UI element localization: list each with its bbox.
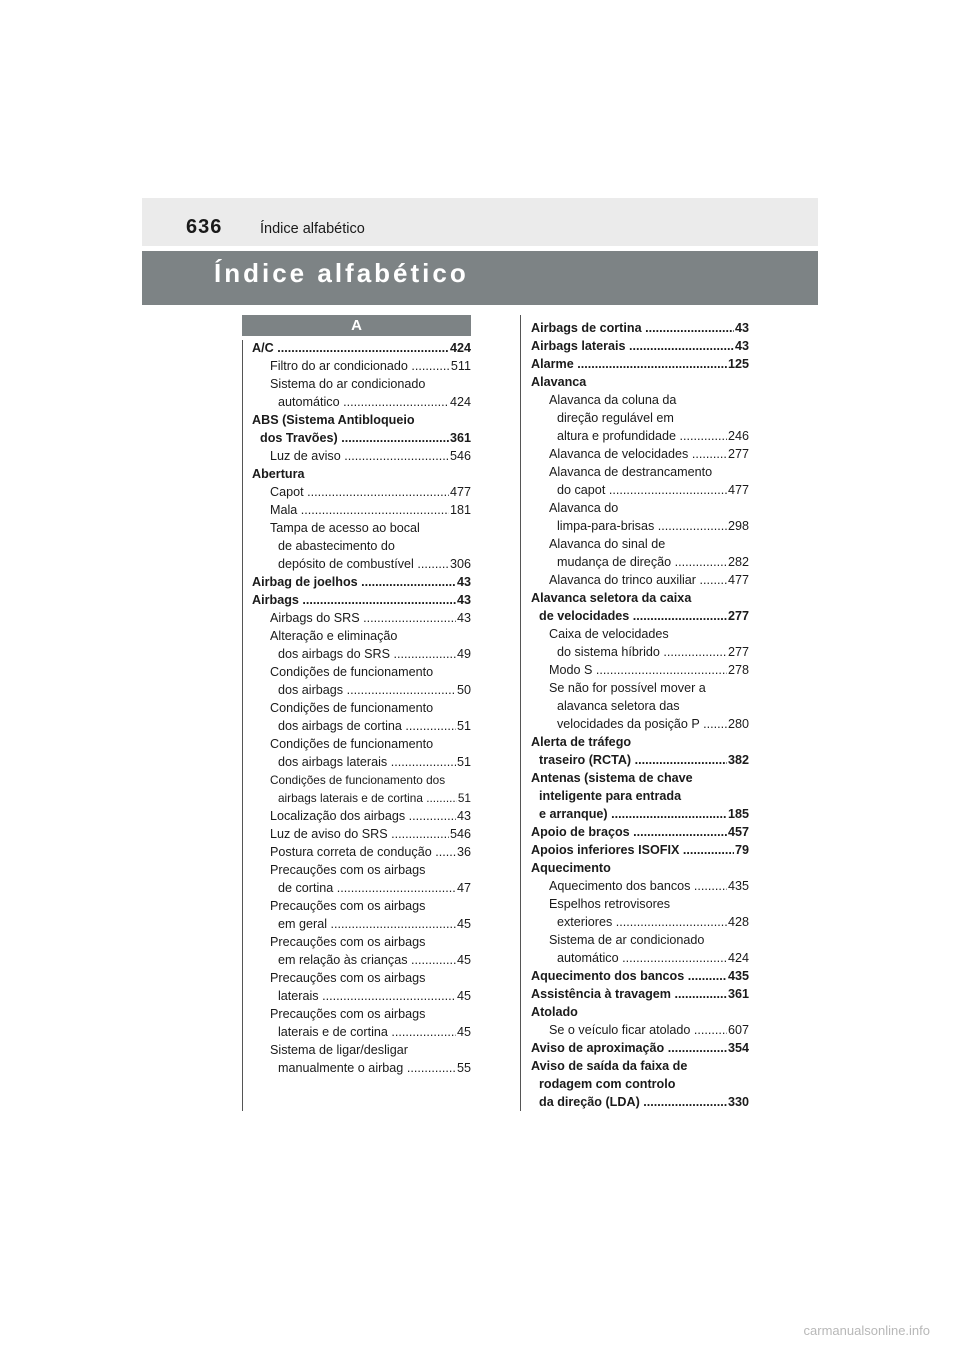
index-entry-continued [252,411,471,429]
index-entry-continued [531,895,749,913]
entry-page-number: 424 [449,395,471,409]
entry-text: rodagem com controlo [539,1075,749,1093]
index-entry [531,445,749,463]
entry-text: do sistema híbrido ..... [557,643,749,661]
entry-text: ABS (Sistema Antibloqueio [252,411,471,429]
entry-page-number: 277 [727,645,749,659]
index-entry-continued [531,499,749,517]
entry-page-number: 246 [727,429,749,443]
entry-text: Apoios inferiores ISOFIX ..... [531,841,749,859]
entry-text: Alteração e eliminação [270,627,471,645]
entry-text: Mala ..... [270,501,471,519]
entry-page-number: 435 [727,879,749,893]
index-entry [252,789,471,807]
index-entry-continued [252,663,471,681]
entry-text: Alavanca do sinal de [549,535,749,553]
entry-page-number: 546 [449,827,471,841]
entry-text: Condições de funcionamento [270,735,471,753]
entry-text: Filtro do ar condicionado ..... [270,357,471,375]
entry-text: airbags laterais e de cortina ..... [278,789,471,807]
index-entry [531,571,749,589]
entry-page-number: 511 [450,359,471,373]
index-entry [252,843,471,861]
entry-text: de abastecimento do [278,537,471,555]
entry-text: Sistema de ar condicionado [549,931,749,949]
entry-text: depósito de combustível ..... [278,555,471,573]
entry-text: em geral ..... [278,915,471,933]
index-entry [252,915,471,933]
entry-page-number: 277 [727,447,749,461]
index-entry-continued [252,1041,471,1059]
entry-page-number: 43 [456,809,471,823]
footer-watermark: carmanualsonline.info [803,1323,930,1338]
entry-text: Assistência à travagem ..... [531,985,749,1003]
index-entry-continued [252,375,471,393]
entry-page-number: 36 [456,845,471,859]
index-entry-continued [531,1075,749,1093]
entry-text: exteriores ..... [557,913,749,931]
entry-text: Alerta de tráfego [531,733,749,751]
entry-page-number: 330 [727,1095,749,1109]
entry-text: Condições de funcionamento [270,663,471,681]
index-entry [531,877,749,895]
entry-text: dos airbags do SRS ..... [278,645,471,663]
entry-text: de velocidades ..... [539,607,749,625]
entry-text: mudança de direção ..... [557,553,749,571]
entry-text: Airbags ..... [252,591,471,609]
index-entry-continued [531,931,749,949]
entry-text: Precauções com os airbags [270,897,471,915]
entry-page-number: 51 [456,719,471,733]
entry-page-number: 282 [727,555,749,569]
page-title: Índice alfabético [214,258,469,288]
index-entry [252,555,471,573]
index-entry-continued [252,897,471,915]
entry-page-number: 47 [456,881,471,895]
entry-text: do capot ..... [557,481,749,499]
index-entry-continued [531,409,749,427]
index-entry-continued [252,699,471,717]
entry-text: dos airbags laterais ..... [278,753,471,771]
entry-text: Airbags de cortina ..... [531,319,749,337]
index-entry [252,447,471,465]
entry-text: Espelhos retrovisores [549,895,749,913]
page-number: 636 [186,216,223,238]
index-entry [252,339,471,357]
entry-page-number: 382 [727,753,749,767]
section-letter-a: A [242,315,471,336]
entry-page-number: 79 [734,843,749,857]
entry-page-number: 181 [449,503,471,517]
entry-text: Precauções com os airbags [270,933,471,951]
index-entry [252,681,471,699]
entry-text: Alavanca de velocidades ..... [549,445,749,463]
entry-text: laterais ..... [278,987,471,1005]
entry-text: Alavanca [531,373,749,391]
entry-text: Postura correta de condução ..... [270,843,471,861]
entry-page-number: 477 [727,573,749,587]
entry-page-number: 43 [734,339,749,353]
index-entry-continued [531,463,749,481]
index-entry-continued [252,537,471,555]
entry-text: Alavanca seletora da caixa [531,589,749,607]
entry-page-number: 45 [456,1025,471,1039]
entry-page-number: 185 [727,807,749,821]
entry-page-number: 477 [727,483,749,497]
entry-text: Alavanca de destrancamento [549,463,749,481]
index-entry [531,967,749,985]
entry-page-number: 55 [456,1061,471,1075]
index-entry-continued [252,1005,471,1023]
entry-text: Tampa de acesso ao bocal [270,519,471,537]
index-entry [531,913,749,931]
entry-page-number: 125 [727,357,749,371]
entry-text: A/C ..... [252,339,471,357]
header-bar [142,198,818,246]
index-entry [531,643,749,661]
entry-text: Airbags do SRS ..... [270,609,471,627]
entry-text: Se o veículo ficar atolado ..... [549,1021,749,1039]
entry-page-number: 45 [456,989,471,1003]
entry-text: Antenas (sistema de chave [531,769,749,787]
entry-text: Precauções com os airbags [270,969,471,987]
entry-text: Aviso de aproximação ..... [531,1039,749,1057]
entry-text: Localização dos airbags ..... [270,807,471,825]
index-entry-continued [531,859,749,877]
index-entry [531,427,749,445]
entry-page-number: 280 [727,717,749,731]
right-column-rule [520,315,521,1111]
index-entry-continued [531,733,749,751]
entry-text: direção regulável em [557,409,749,427]
entry-text: Aquecimento dos bancos ..... [549,877,749,895]
index-entry [252,573,471,591]
index-entry [531,517,749,535]
entry-text: limpa-para-brisas ..... [557,517,749,535]
index-entry [252,825,471,843]
entry-page-number: 50 [456,683,471,697]
index-entry-continued [531,589,749,607]
index-entry [531,1093,749,1111]
entry-page-number: 278 [727,663,749,677]
index-entry-continued [252,861,471,879]
index-entry [531,1021,749,1039]
entry-page-number: 477 [449,485,471,499]
index-entry [252,591,471,609]
index-entry [252,807,471,825]
index-entry-continued [252,627,471,645]
entry-text: Alavanca do [549,499,749,517]
entry-text: Luz de aviso ..... [270,447,471,465]
entry-text: da direção (LDA) ..... [539,1093,749,1111]
entry-text: automático ..... [557,949,749,967]
index-entry [252,609,471,627]
index-entry-continued [531,787,749,805]
index-entry-continued [252,771,471,789]
entry-text: Modo S ..... [549,661,749,679]
index-entry [252,429,471,447]
index-entry [252,645,471,663]
index-entry-continued [531,697,749,715]
entry-text: Capot ..... [270,483,471,501]
entry-text: Precauções com os airbags [270,1005,471,1023]
index-entry [531,751,749,769]
index-entry-continued [252,969,471,987]
index-entry-continued [252,519,471,537]
index-entry-continued [531,625,749,643]
index-entry-continued [531,1003,749,1021]
index-entry-continued [252,933,471,951]
entry-page-number: 43 [456,611,471,625]
entry-page-number: 298 [727,519,749,533]
index-entry-continued [531,769,749,787]
entry-text: Se não for possível mover a [549,679,749,697]
entry-text: Alavanca do trinco auxiliar ..... [549,571,749,589]
index-entry [531,319,749,337]
entry-page-number: 546 [449,449,471,463]
entry-text: Alarme ..... [531,355,749,373]
entry-page-number: 51 [457,791,471,805]
index-entry-continued [531,373,749,391]
index-entry [531,553,749,571]
entry-page-number: 424 [449,341,471,355]
index-entry [531,355,749,373]
entry-text: alavanca seletora das [557,697,749,715]
entry-page-number: 277 [727,609,749,623]
entry-text: dos airbags de cortina ..... [278,717,471,735]
entry-page-number: 45 [456,917,471,931]
index-entry [531,481,749,499]
index-entry [531,337,749,355]
entry-text: Airbags laterais ..... [531,337,749,355]
header-section-title: Índice alfabético [260,221,365,237]
entry-page-number: 51 [456,755,471,769]
entry-text: manualmente o airbag ..... [278,1059,471,1077]
entry-page-number: 424 [727,951,749,965]
entry-page-number: 45 [456,953,471,967]
index-entry [252,987,471,1005]
index-entry [252,1023,471,1041]
entry-page-number: 354 [727,1041,749,1055]
entry-page-number: 43 [456,575,471,589]
index-entry [252,357,471,375]
entry-page-number: 435 [727,969,749,983]
entry-page-number: 428 [727,915,749,929]
right-index-column [531,319,749,1111]
entry-text: inteligente para entrada [539,787,749,805]
index-entry [252,393,471,411]
entry-page-number: 457 [727,825,749,839]
entry-text: velocidades da posição P ..... [557,715,749,733]
entry-page-number: 361 [449,431,471,445]
entry-text: Apoio de braços ..... [531,823,749,841]
entry-text: Aviso de saída da faixa de [531,1057,749,1075]
entry-text: dos airbags ..... [278,681,471,699]
index-entry [531,1039,749,1057]
index-entry [252,879,471,897]
index-entry [252,501,471,519]
entry-text: Precauções com os airbags [270,861,471,879]
entry-text: Aquecimento dos bancos ..... [531,967,749,985]
entry-text: de cortina ..... [278,879,471,897]
entry-page-number: 43 [456,593,471,607]
entry-text: Caixa de velocidades [549,625,749,643]
index-entry [531,805,749,823]
index-entry [531,607,749,625]
index-entry [531,949,749,967]
entry-text: dos Travões) ..... [260,429,471,447]
entry-text: Aquecimento [531,859,749,877]
index-entry [531,985,749,1003]
entry-page-number: 607 [727,1023,749,1037]
entry-text: altura e profundidade ..... [557,427,749,445]
index-entry [531,841,749,859]
entry-text: laterais e de cortina ..... [278,1023,471,1041]
index-entry [531,715,749,733]
index-entry [252,717,471,735]
index-entry-continued [531,391,749,409]
index-entry [531,661,749,679]
entry-page-number: 49 [456,647,471,661]
index-entry [252,1059,471,1077]
entry-text: Alavanca da coluna da [549,391,749,409]
entry-text: e arranque) ..... [539,805,749,823]
entry-text: Atolado [531,1003,749,1021]
index-entry [252,483,471,501]
entry-page-number: 361 [727,987,749,1001]
entry-text: em relação às crianças ..... [278,951,471,969]
index-entry-continued [531,679,749,697]
entry-page-number: 43 [734,321,749,335]
entry-text: Condições de funcionamento dos [270,771,471,789]
left-column-rule [242,340,243,1111]
index-entry-continued [531,535,749,553]
entry-text: Sistema de ligar/desligar [270,1041,471,1059]
entry-text: Condições de funcionamento [270,699,471,717]
index-entry [531,823,749,841]
entry-text: Abertura [252,465,471,483]
index-entry-continued [252,735,471,753]
entry-text: Luz de aviso do SRS ..... [270,825,471,843]
index-entry-continued [252,465,471,483]
index-entry [252,951,471,969]
left-index-column [252,339,471,1077]
entry-page-number: 306 [449,557,471,571]
entry-text: Airbag de joelhos ..... [252,573,471,591]
index-entry-continued [531,1057,749,1075]
index-entry [252,753,471,771]
entry-text: traseiro (RCTA) ..... [539,751,749,769]
entry-text: automático ..... [278,393,471,411]
entry-text: Sistema do ar condicionado [270,375,471,393]
